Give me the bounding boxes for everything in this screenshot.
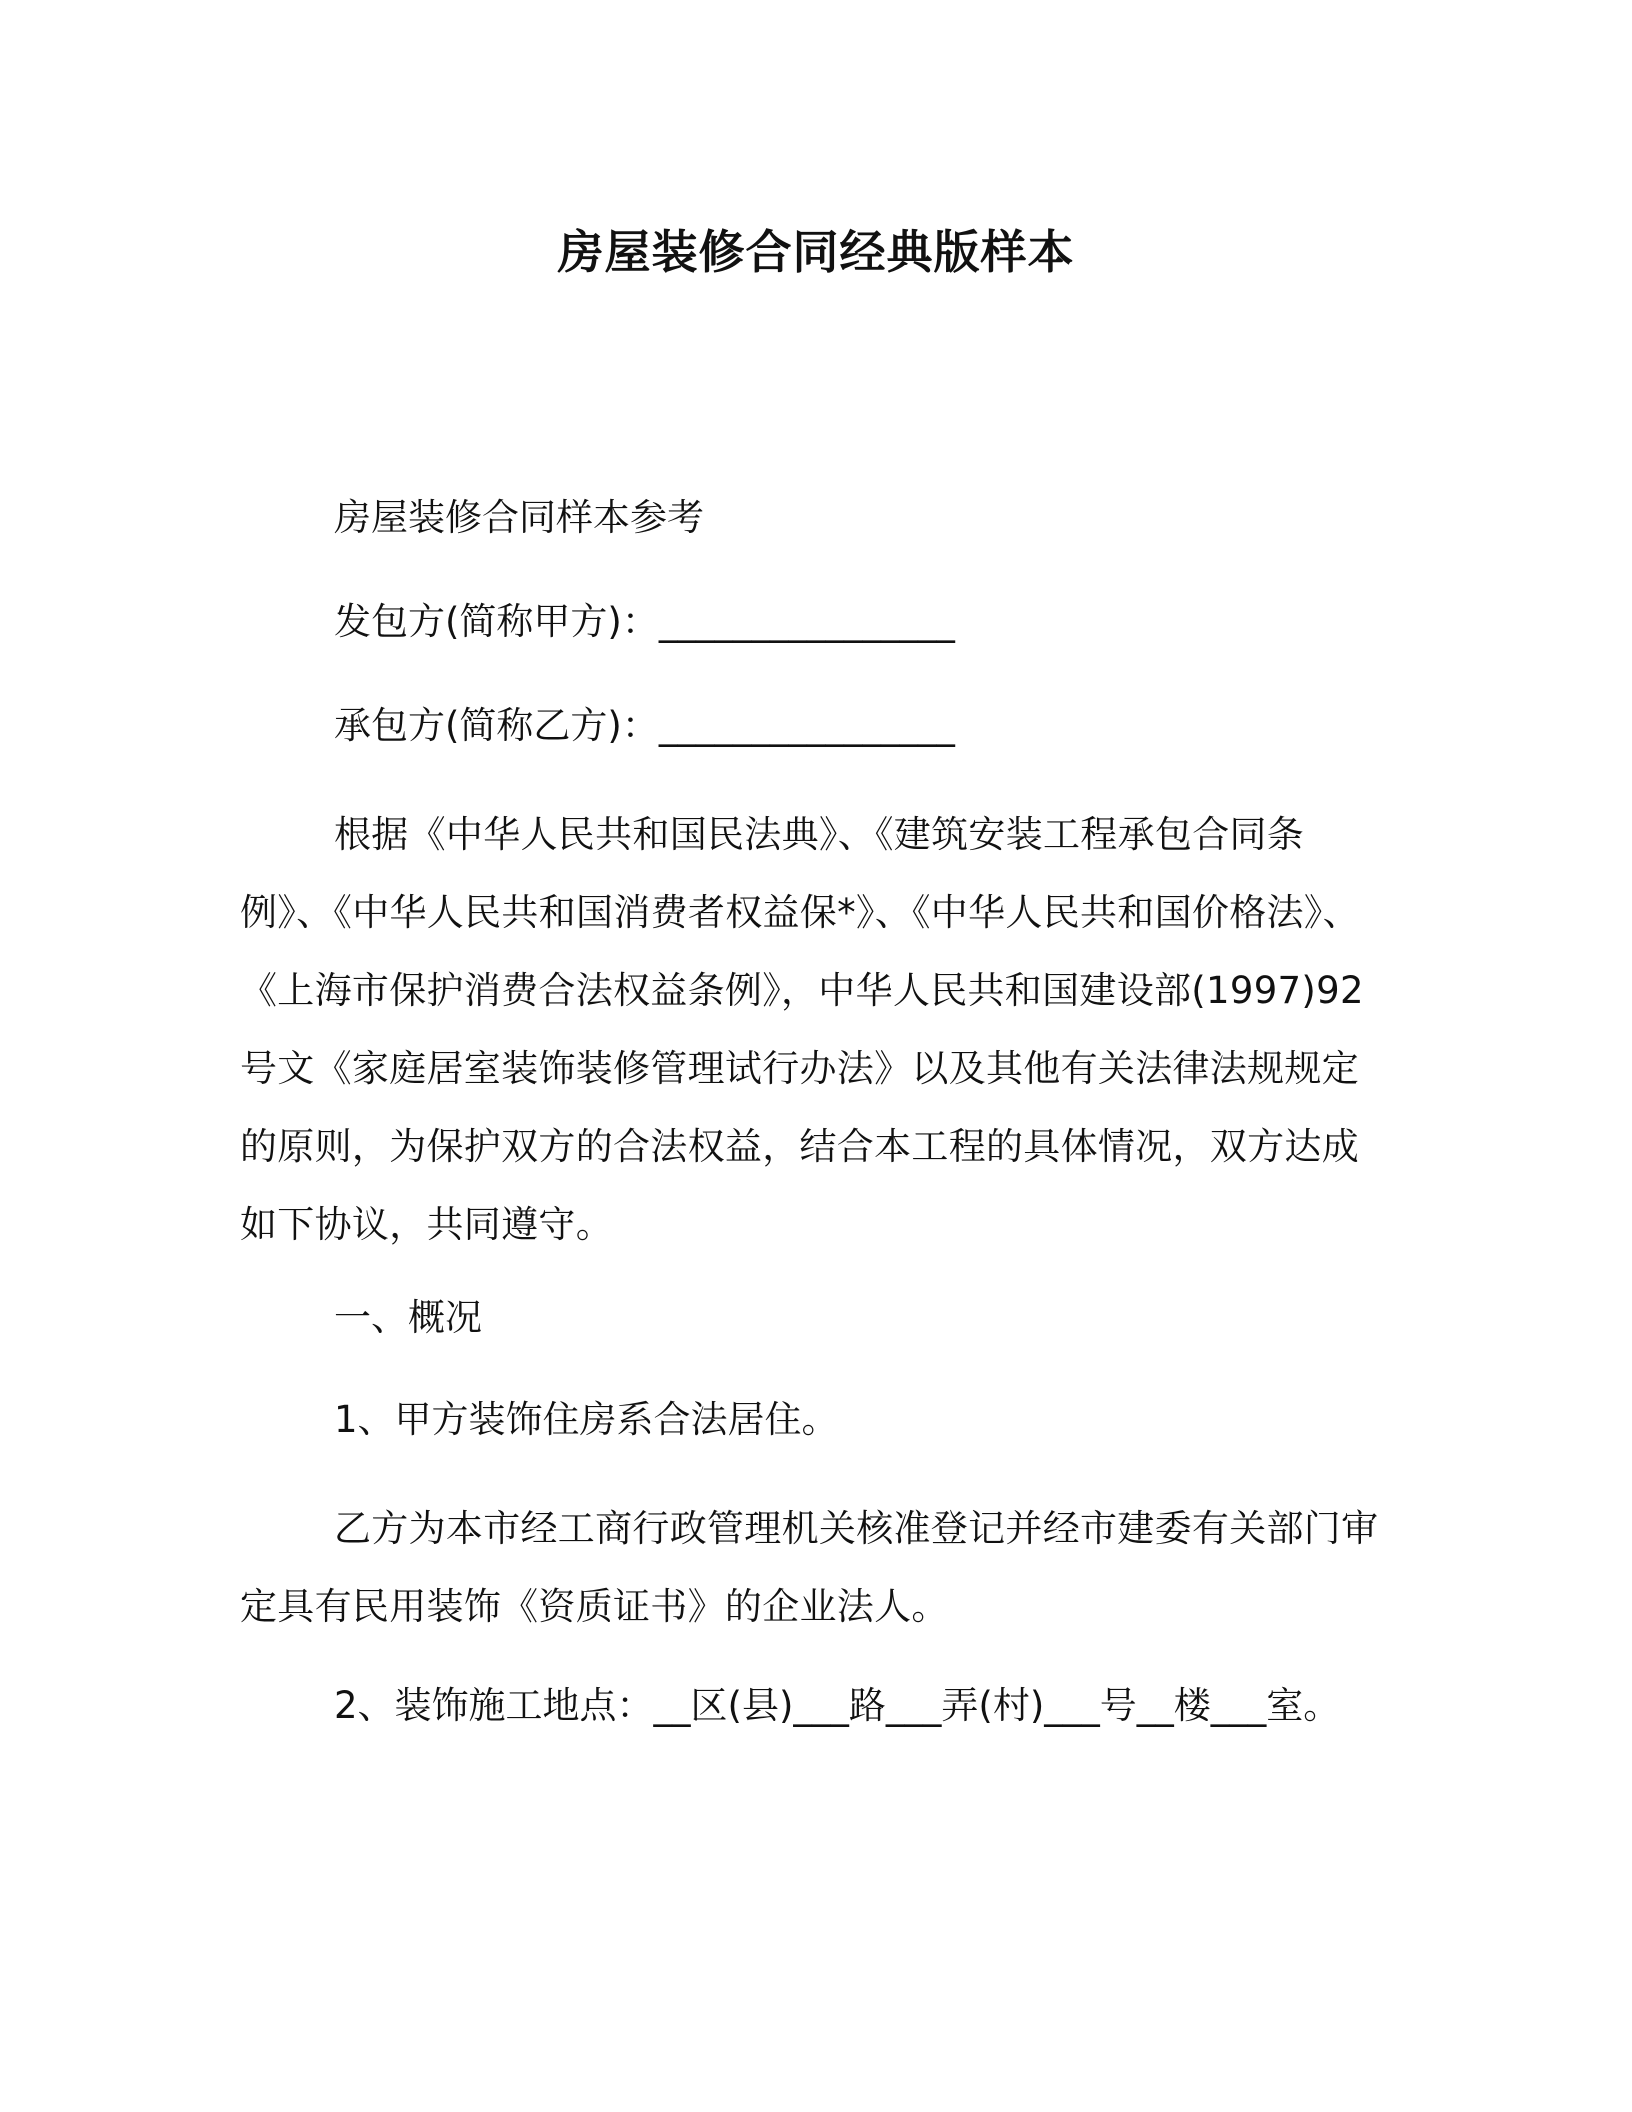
party-a-line: 发包方(简称甲方)：________________ — [334, 600, 955, 643]
clause-1: 1、甲方装饰住房系合法居住。 — [334, 1398, 839, 1441]
document-title: 房屋装修合同经典版样本 — [557, 225, 1075, 279]
preamble-text: 根据《中华人民共和国民法典》、《建筑安装工程承包合同条例》、《中华人民共和国消费者权益保*》、《中华人民共和国价格法》、《上海市保护消费合法权益条例》，中华人民共和国建设部(1997)92 号文《家庭居室装饰装修管理试行办法》以及其他有关法律法规规定的原则，为保护双方的合法权益，结合本工程的具体情况，双方达成如下协议，共同遵守。 — [240, 813, 1364, 1246]
preamble-paragraph — [240, 796, 1380, 1264]
clause-1-paragraph-text: 乙方为本市经工商行政管理机关核准登记并经市建委有关部门审定具有民用装饰《资质证书》的企业法人。 — [240, 1507, 1379, 1628]
section-heading-overview: 一、概况 — [334, 1296, 482, 1339]
party-b-line: 承包方(简称乙方)：________________ — [334, 704, 955, 747]
clause-2: 2、装饰施工地点：__区(县)___路___弄(村)___号__楼___室。 — [334, 1684, 1341, 1727]
clause-1-paragraph — [240, 1490, 1380, 1646]
document-subtitle: 房屋装修合同样本参考 — [334, 496, 704, 539]
